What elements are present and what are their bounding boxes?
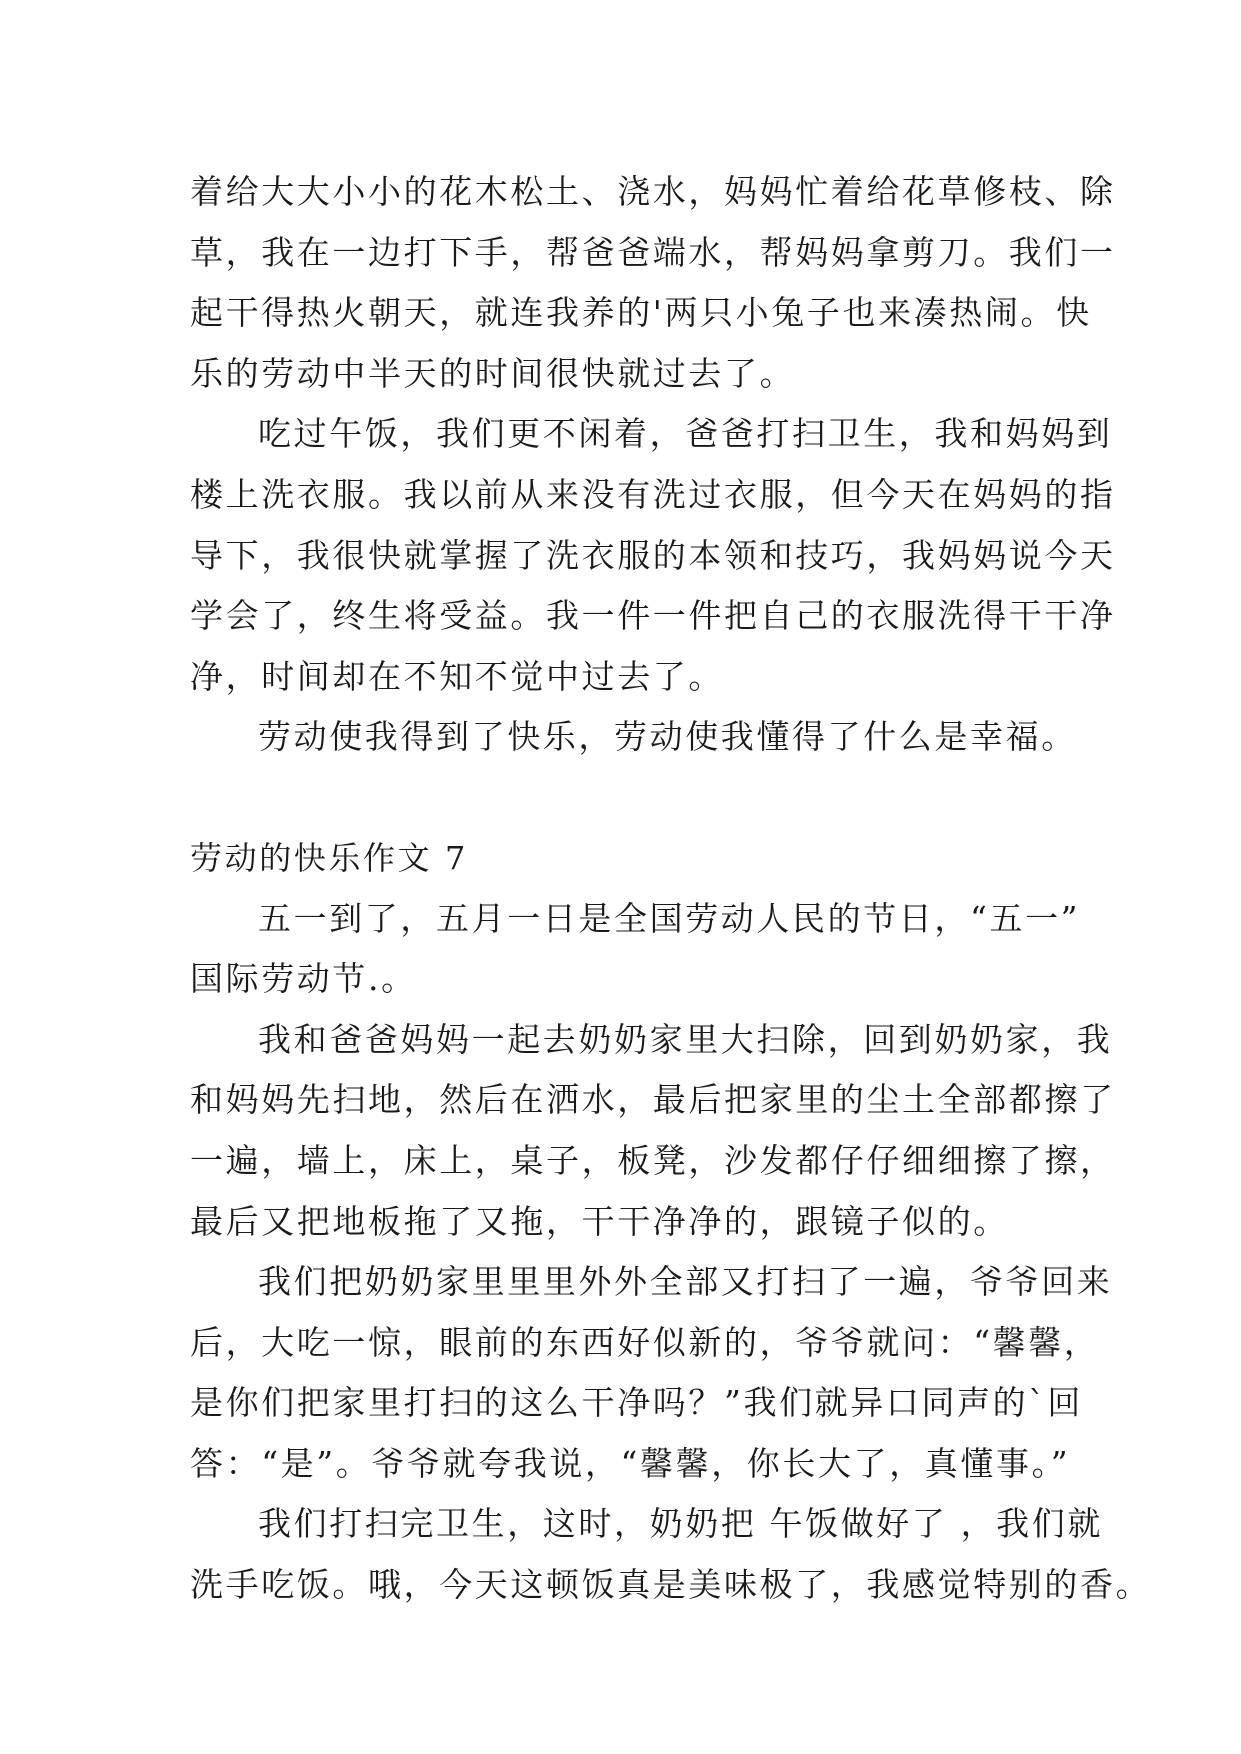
text-line: 我和爸爸妈妈一起去奶奶家里大扫除，回到奶奶家，我	[258, 1019, 1113, 1059]
text-line: 乐的劳动中半天的时间很快就过去了。	[190, 353, 796, 393]
text-line: 和妈妈先扫地，然后在洒水，最后把家里的尘土全部都擦了	[190, 1080, 1116, 1120]
text-line: 最后又把地板拖了又拖，干干净净的，跟镜子似的。	[190, 1201, 1009, 1241]
text-line: 是你们把家里打扫的这么干净吗？”我们就异口同声的`回	[190, 1383, 1083, 1423]
paragraph	[190, 1252, 1113, 1494]
paragraph	[190, 1494, 1152, 1615]
text-line: 着给大大小小的花木松土、浇水，妈妈忙着给花草修枝、除	[190, 172, 1116, 211]
paragraph	[190, 889, 1081, 1010]
paragraph	[190, 1010, 1116, 1252]
paragraph	[190, 707, 1077, 768]
text-line: 吃过午饭，我们更不闲着，爸爸打扫卫生，我和妈妈到	[258, 414, 1113, 454]
text-line: 我们把奶奶家里里里外外全部又打扫了一遍，爷爷回来	[258, 1262, 1113, 1302]
document-body	[190, 162, 1152, 1616]
text-line: 国际劳动节.。	[190, 959, 417, 999]
text-line: 后，大吃一惊，眼前的东西好似新的，爷爷就问：“馨馨，	[190, 1322, 1100, 1362]
paragraph	[190, 404, 1116, 707]
text-line: 净，时间却在不知不觉中过去了。	[190, 656, 724, 696]
text-line: 一遍，墙上，床上，桌子，板凳，沙发都仔仔细细擦了擦，	[190, 1140, 1116, 1180]
section-heading: 劳动的快乐作文 7	[190, 838, 468, 877]
text-line: 起干得热火朝天，就连我养的'两只小兔子也来凑热闹。快	[190, 293, 1092, 333]
text-line: 我们打扫完卫生，这时，奶奶把 午饭做好了 ，我们就	[258, 1504, 1103, 1544]
text-line: 草，我在一边打下手，帮爸爸端水，帮妈妈拿剪刀。我们一	[190, 232, 1116, 272]
text-line: 劳动使我得到了快乐，劳动使我懂得了什么是幸福。	[258, 717, 1077, 757]
text-line: 导下，我很快就掌握了洗衣服的本领和技巧，我妈妈说今天	[190, 535, 1116, 575]
text-line: 答：“是”。爷爷就夸我说，“馨馨，你长大了，真懂事。”	[190, 1443, 1071, 1483]
text-line: 五一到了，五月一日是全国劳动人民的节日，“五一”	[258, 898, 1081, 938]
paragraph	[190, 162, 1116, 404]
text-line: 洗手吃饭。哦，今天这顿饭真是美味极了，我感觉特别的香。	[190, 1565, 1152, 1605]
text-line: 学会了，终生将受益。我一件一件把自己的衣服洗得干干净	[190, 596, 1116, 636]
section-gap	[190, 768, 1060, 828]
text-line: 楼上洗衣服。我以前从来没有洗过衣服，但今天在妈妈的指	[190, 474, 1116, 514]
